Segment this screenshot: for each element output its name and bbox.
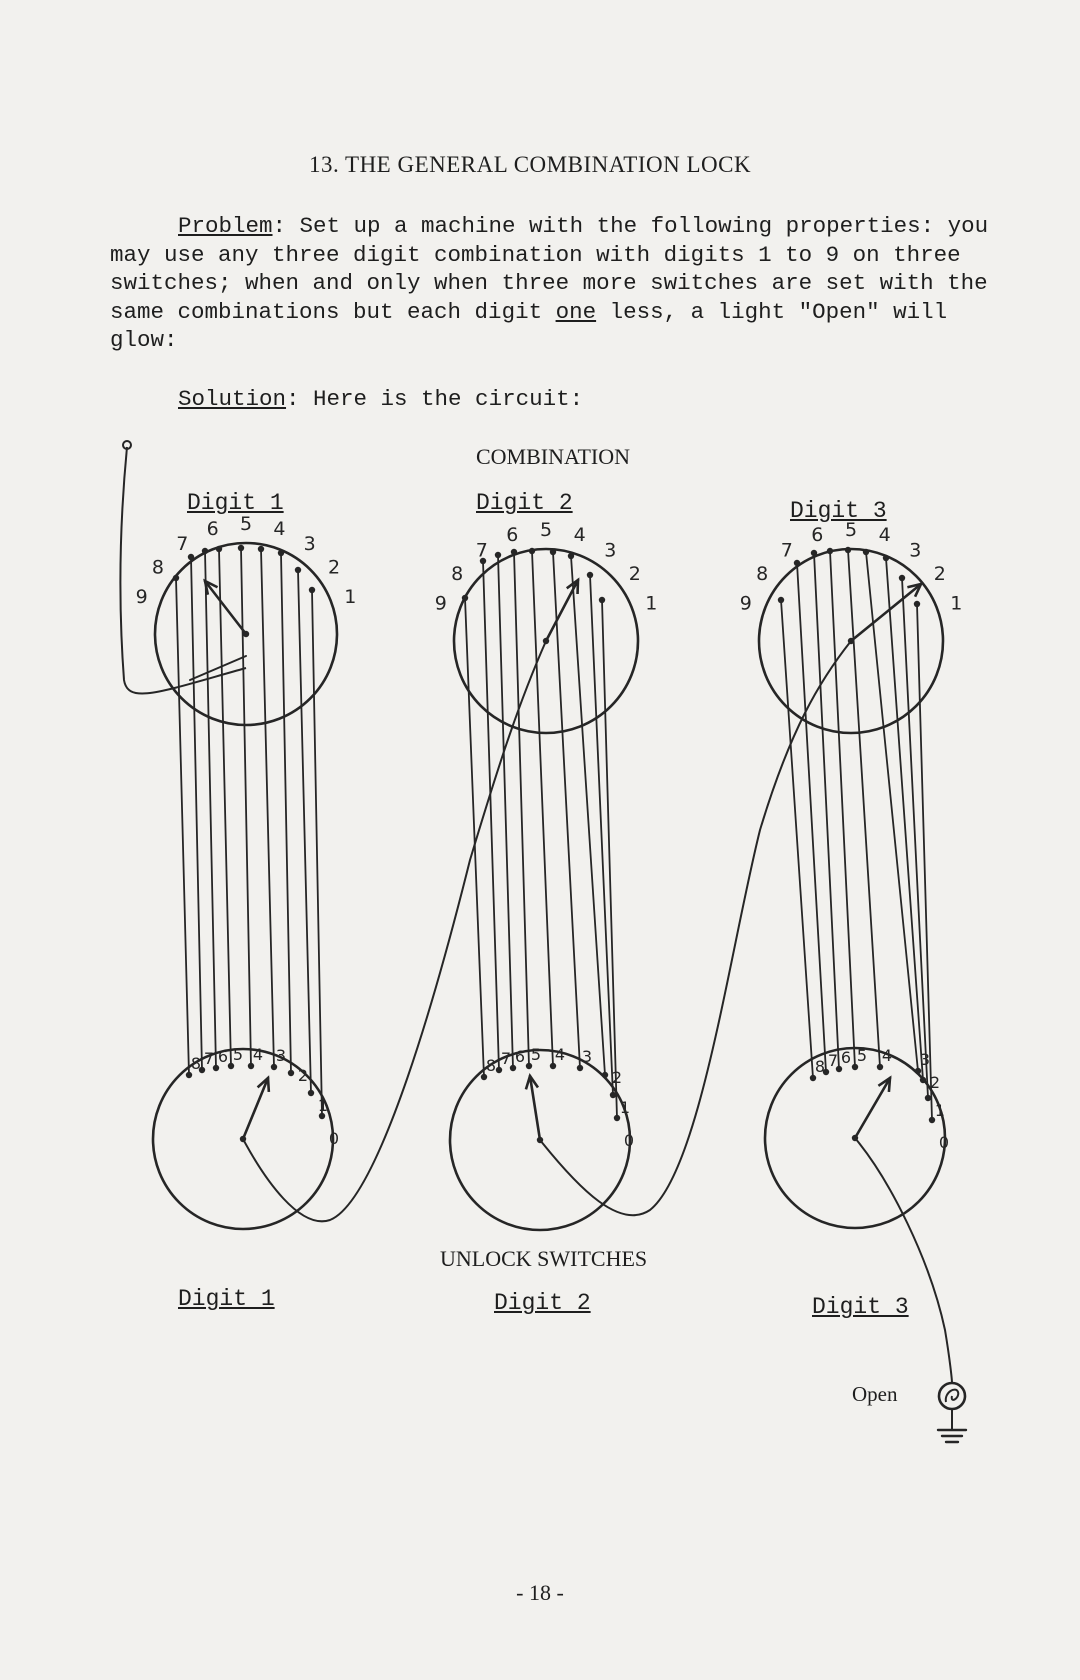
top-contact-label-3-6: 6 [811,524,824,547]
combination-switch-1-pointer [205,581,246,634]
top-contact-3-3 [883,555,889,561]
bottom-contact-label-2-4: 4 [554,1045,566,1064]
wire-unlock2-to-comb3 [540,641,851,1215]
top-digit-1-label: Digit 1 [187,490,284,516]
wire-set-1-5 [241,548,251,1066]
top-contact-1-2 [295,567,301,573]
top-contact-label-3-2: 2 [933,562,946,585]
bottom-contact-label-2-7: 7 [500,1049,512,1068]
problem-text-end: less, a light "Open" will glow: [110,298,948,353]
top-contact-3-4 [863,549,869,555]
top-contact-3-8 [794,560,800,566]
problem-label: Problem [178,213,273,239]
top-contact-label-3-4: 4 [878,524,891,547]
top-contact-label-3-8: 8 [756,562,769,585]
top-contact-label-3-7: 7 [780,539,793,562]
unlock-switch-1-pointer [243,1078,268,1139]
top-contact-label-3-5: 5 [844,519,858,541]
bottom-contact-label-3-2: 2 [929,1073,941,1092]
top-contact-label-1-1: 1 [344,586,357,609]
top-contact-1-8 [188,554,194,560]
wire-set-3-9 [781,600,813,1078]
bottom-contact-3-1 [925,1095,931,1101]
top-contact-2-2 [587,572,593,578]
bottom-contact-2-1 [610,1092,616,1098]
top-contact-label-2-9: 9 [434,592,447,615]
wire-set-1-3 [281,553,291,1073]
top-contact-1-7 [202,548,208,554]
top-contact-3-9 [778,597,784,603]
wire-set-2-6 [514,552,529,1066]
combination-switch-3-pointer [851,584,921,641]
bottom-contact-label-2-8: 8 [485,1056,497,1075]
top-contact-2-5 [529,548,535,554]
bottom-contact-label-1-7: 7 [203,1049,215,1068]
bottom-contact-1-1 [308,1090,314,1096]
wire-set-2-5 [532,551,553,1066]
top-contact-3-2 [899,575,905,581]
top-contact-1-4 [258,546,264,552]
top-contact-label-1-5: 5 [239,513,253,535]
bottom-contact-1-2 [288,1070,294,1076]
bottom-contact-label-1-2: 2 [297,1066,309,1085]
top-contact-1-1 [309,587,315,593]
top-contact-label-1-8: 8 [151,556,164,579]
top-contact-label-2-7: 7 [475,539,488,562]
top-contact-label-1-3: 3 [303,533,316,556]
combination-label: COMBINATION [476,444,630,469]
top-contact-label-1-4: 4 [273,518,286,541]
wire-set-2-8 [483,561,499,1070]
bottom-contact-label-1-5: 5 [232,1045,244,1064]
wire-set-3-6 [830,551,855,1067]
top-contact-label-2-6: 6 [506,524,519,547]
top-contact-label-2-8: 8 [451,562,464,585]
bottom-contact-label-2-1: 1 [619,1098,631,1117]
top-contact-label-1-9: 9 [135,586,148,609]
top-contact-3-6 [827,548,833,554]
bottom-contact-2-2 [602,1072,608,1078]
wire-set-2-7 [498,555,513,1068]
top-digit-2-label: Digit 2 [476,490,573,516]
bottom-contact-label-1-6: 6 [217,1047,229,1066]
top-contact-2-4 [550,549,556,555]
bottom-contact-label-3-4: 4 [881,1046,893,1065]
top-contact-2-6 [511,549,517,555]
bottom-contact-label-1-8: 8 [190,1054,202,1073]
bottom-digit-2-label: Digit 2 [494,1290,591,1316]
bottom-digit-1-label: Digit 1 [178,1286,275,1312]
bottom-contact-label-2-3: 3 [581,1047,593,1066]
top-contact-label-3-3: 3 [909,539,922,562]
top-contact-label-2-3: 3 [604,539,617,562]
top-contact-label-2-1: 1 [645,592,658,615]
bottom-contact-label-1-0: 0 [328,1129,340,1148]
page-number: - 18 - [516,1580,564,1605]
solution-label: Solution [178,386,287,412]
bottom-contact-label-3-8: 8 [814,1057,826,1076]
wire-set-3-8 [797,563,826,1072]
problem-emphasis: one [555,298,597,325]
wire-set-1-9 [176,578,189,1075]
problem-text: : Set up a machine with the following properties: you may use any three digit combination with digits 1 to 9 on three switches; when and only when three more switches are set with the same combinations but each digit [110,213,989,325]
bottom-contact-label-3-3: 3 [919,1050,931,1069]
top-contact-1-9 [173,575,179,581]
wire-set-1-1 [312,590,322,1116]
wire-set-1-2 [298,570,311,1093]
lamp-filament-icon [946,1390,958,1402]
wire-set-3-4 [866,552,918,1071]
bottom-contact-3-2 [920,1077,926,1083]
wire-set-1-8 [191,557,202,1070]
top-contact-3-7 [811,550,817,556]
bottom-contact-label-3-5: 5 [856,1046,868,1065]
bottom-contact-label-3-7: 7 [827,1051,839,1070]
top-digit-3-label: Digit 3 [790,498,887,524]
top-contact-3-5 [845,547,851,553]
wire-set-1-4 [261,549,274,1067]
top-contact-label-1-2: 2 [328,556,341,579]
bottom-contact-label-3-0: 0 [938,1133,950,1152]
wire-set-1-7 [205,551,216,1068]
wire-set-2-1 [602,600,617,1118]
wire-set-1-6 [219,549,231,1066]
top-contact-2-1 [599,597,605,603]
top-contact-label-1-6: 6 [206,518,219,541]
wire-set-3-7 [814,553,839,1069]
wire-set-2-9 [465,598,484,1077]
top-contact-2-9 [462,595,468,601]
bottom-contact-label-3-6: 6 [840,1048,852,1067]
top-contact-label-2-2: 2 [628,562,641,585]
top-contact-2-3 [568,553,574,559]
unlock-switch-3-pointer [855,1078,890,1138]
bottom-contact-label-1-1: 1 [317,1096,329,1115]
bottom-contact-label-2-5: 5 [530,1045,542,1064]
top-contact-label-3-9: 9 [739,592,752,615]
input-wire [120,447,246,694]
open-light-label: Open [852,1382,898,1406]
bottom-contact-label-3-1: 1 [934,1101,946,1120]
bottom-contact-label-2-6: 6 [514,1047,526,1066]
top-contact-label-2-4: 4 [573,524,586,547]
bottom-contact-label-2-2: 2 [611,1068,623,1087]
section-heading: 13. THE GENERAL COMBINATION LOCK [308,152,752,177]
combination-switch-1-hub [243,631,249,637]
top-contact-1-5 [238,545,244,551]
bottom-contact-label-2-0: 0 [623,1131,635,1150]
top-contact-3-1 [914,601,920,607]
top-contact-label-3-1: 1 [950,592,963,615]
solution-text: : Here is the circuit: [286,386,584,412]
bottom-digit-3-label: Digit 3 [812,1294,909,1320]
unlock-switches-label: UNLOCK SWITCHES [440,1246,648,1271]
top-contact-1-6 [216,546,222,552]
top-contact-2-7 [495,552,501,558]
unlock-switch-2-pointer [530,1076,540,1140]
wire-set-3-5 [848,550,880,1067]
top-contact-label-2-5: 5 [539,519,553,541]
bottom-contact-label-1-4: 4 [252,1045,264,1064]
top-contact-label-1-7: 7 [176,533,189,556]
bottom-contact-label-1-3: 3 [275,1046,287,1065]
top-contact-1-3 [278,550,284,556]
